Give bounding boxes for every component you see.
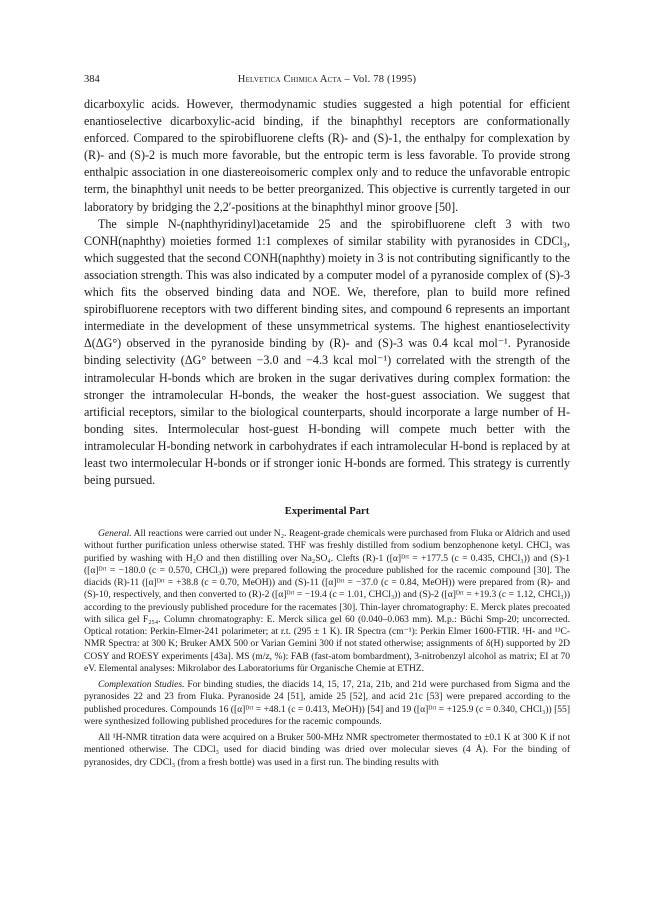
complexation-heading: Complexation Studies. xyxy=(98,679,185,690)
page-number: 384 xyxy=(84,74,100,85)
experimental-section xyxy=(84,528,570,773)
paragraph-binaphthyl: dicarboxylic acids. However, thermodynamic studies suggested a high potential for efficient enantioselective dicarboxylic-acid binding, if the binaphthyl receptors are conformationally enforced. Compared to the spirobifluorene clefts (R)- and (S)-1, the enthalpy for complexation by (R)- and (S)-2 is much more favorable, but the entropic term is less favorable. To provide strong enthalpic association in one diastereoisomeric complex only and to reduce the unfavorable entropic term, the binaphthyl unit needs to be better preorganized. This objective is currently targeted in our laboratory by bridging the 2,2′-positions at the binaphthyl minor groove [50]. xyxy=(84,97,570,214)
general-text: All reactions were carried out under N₂. Reagent-grade chemicals were purchased from Fluka or Aldrich and used without further purification unless otherwise stated. THF was freshly distilled from sodium benzophenone ketyl. CHCl₃ was purified by washing with H₂O and then distilling over Na₂SO₄. Clefts (R)-1 ([α]ᴰʳᵗ = +177.5 (c = 0.435, CHCl₃)) and (S)-1 ([α]ᴰʳᵗ = −180.0 (c = 0.570, CHCl₃)) were prepared following the procedure published for the racemic compound [30]. The diacids (R)-11 ([α]ᴰʳᵗ = +38.8 (c = 0.70, MeOH)) and (S)-11 ([α]ᴰʳᵗ = −37.0 (c = 0.84, MeOH)) were prepared from (R)- and (S)-10, respectively, and then converted to (R)-2 ([α]ᴰʳᵗ = −19.4 (c = 1.01, CHCl₃)) and (S)-2 ([α]ᴰʳᵗ = +19.3 (c = 1.12, CHCl₃)) according to the previously published procedure for the racemates [30]. Thin-layer chromatography: E. Merck plates precoated with silica gel F₂₅₄. Column chromatography: E. Merck silica gel 60 (0.040–0.063 mm). M.p.: Büchi Smp-20; uncorrected. Optical rotation: Perkin-Elmer-241 polarimeter; at r.t. (295 ± 1 K). IR Spectra (cm⁻¹): Perkin Elmer 1600-FTIR. ¹H- and ¹³C-NMR Spectra: at 300 K; Bruker AMX 500 or Varian Gemini 300 if not stated otherwise; assignments of δ(H) supported by 2D COSY and ROESY experiments [43a]. MS (m/z, %): FAB (fast-atom bombardment), 3-nitrobenzyl alcohol as matrix; EI at 70 eV. Elemental analyses: Mikrolabor des Laboratoriums für Organische Chemie at ETHZ. xyxy=(84,528,570,674)
main-text xyxy=(84,96,570,489)
paragraph-nmr: All ¹H-NMR titration data were acquired on a Bruker 500-MHz NMR spectrometer thermostated to ±0.1 K at 300 K if not mentioned otherwise. The CDCl₃ used for diacid binding was dried over molecular sieves (4 Å). For the binding of pyranosides, dry CDCl₃ (from a fresh bottle) was used in a first run. The binding results with xyxy=(84,732,570,768)
journal-name: Helvetica Chimica Acta xyxy=(237,74,342,85)
paragraph-general xyxy=(84,528,570,675)
page-header xyxy=(84,74,570,90)
running-title xyxy=(84,74,570,85)
section-title: Experimental Part xyxy=(284,506,370,517)
paragraph-pyranoside: The simple N-(naphthyridinyl)acetamide 25 and the spirobifluorene cleft 3 with two CONH(naphthy) moieties formed 1:1 complexes of similar stability with pyranosides in CDCl₃, which suggested that the second CONH(naphthy) moiety in 3 is not contributing significantly to the association strength. This was also indicated by a computer model of a pyranoside complex of (S)-3 which fits the observed binding data and NOE. We, therefore, plan to build more refined spirobifluorene receptors with two different binding sites, and compound 6 represents an important intermediate in the development of these unsymmetrical systems. The highest enantioselectivity Δ(ΔG°) observed in the pyranoside binding by (R)- and (S)-3 was 0.4 kcal mol⁻¹. Pyranoside binding selectivity (ΔG° between −3.0 and −4.3 kcal mol⁻¹) correlated with the strength of the intramolecular H-bonds which are broken in the sugar derivatives during complex formation: the stronger the intramolecular H-bonds, the weaker the host-guest association. We suggest that artificial receptors, similar to the biological counterparts, should incorporate a large number of H-bonding sites. Intermolecular host-guest H-bonding will compete much better with the intramolecular H-bonding network in carbohydrates if each intramolecular H-bond is replaced by at least two intermolecular H-bonds or if stronger ionic H-bonds are formed. This strategy is currently being pursued. xyxy=(84,216,570,488)
general-heading: General. xyxy=(98,528,132,539)
journal-volume: – Vol. 78 (1995) xyxy=(341,74,417,85)
complexation-text: For binding studies, the diacids 14, 15, 17, 21a, 21b, and 21d were purchased from Sigma and the pyranosides 22 and 23 from Fluka. Pyranoside 24 [51], amide 25 [52], and acid 21c [53] were prepared according to the published procedures. Compounds 16 ([α]ᴰʳᵗ = +48.1 (c = 0.413, MeOH)) [54] and 19 ([α]ᴰʳᵗ = +125.9 (c = 0.340, CHCl₃)) [55] were synthesized following published procedures for the racemic compounds. xyxy=(84,679,570,727)
paragraph-complexation xyxy=(84,679,570,728)
